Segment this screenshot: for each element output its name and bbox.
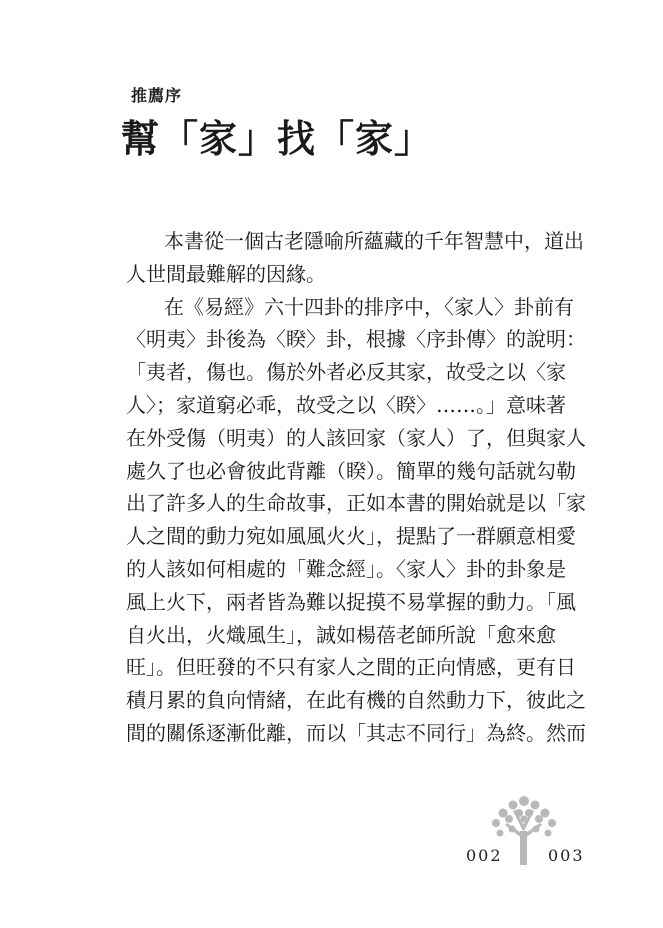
body-line: 人之間的動力宛如風風火火」，提點了一群願意相愛 <box>126 524 576 549</box>
body-line: 在《易經》六十四卦的排序中，〈家人〉卦前有 <box>164 294 574 319</box>
body-line: 本書從一個古老隱喻所蘊藏的千年智慧中，道出 <box>164 229 584 253</box>
section-kicker: 推薦序 <box>131 86 183 105</box>
body-line: 風上火下，兩者皆為難以捉摸不易掌握的動力。「風 <box>126 589 576 614</box>
page-number-left: 002 <box>466 846 503 865</box>
body-line: 出了許多人的生命故事，正如本書的開始就是以「家 <box>126 491 586 516</box>
chapter-title: 幫「家」找「家」 <box>121 116 434 161</box>
body-line: 人世間最難解的因緣。 <box>126 261 326 286</box>
body-line: 間的關係逐漸仳離，而以「其志不同行」為終。然而 <box>126 720 586 745</box>
body-line: 積月累的負向情緒，在此有機的自然動力下，彼此之 <box>126 688 586 713</box>
body-line: 「夷者，傷也。傷於外者必反其家，故受之以〈家 <box>126 360 566 385</box>
body-line: 人〉；家道窮必乖，故受之以〈睽〉……。」意味著 <box>126 392 566 417</box>
body-line: 〈明夷〉卦後為〈睽〉卦，根據〈序卦傳〉的說明： <box>126 327 586 352</box>
body-line: 旺」。但旺發的不只有家人之間的正向情感，更有日 <box>126 655 576 680</box>
body-line: 自火出，火熾風生」，誠如楊蓓老師所說「愈來愈 <box>126 622 556 647</box>
body-line: 處久了也必會彼此背離（睽）。簡單的幾句話就勾勒 <box>126 458 576 483</box>
body-text <box>126 225 586 750</box>
body-line: 的人該如何相處的「難念經」。〈家人〉卦的卦象是 <box>126 556 566 581</box>
body-line: 在外受傷（明夷）的人該回家（家人）了，但與家人 <box>126 425 586 450</box>
page-number-right: 003 <box>548 846 585 865</box>
